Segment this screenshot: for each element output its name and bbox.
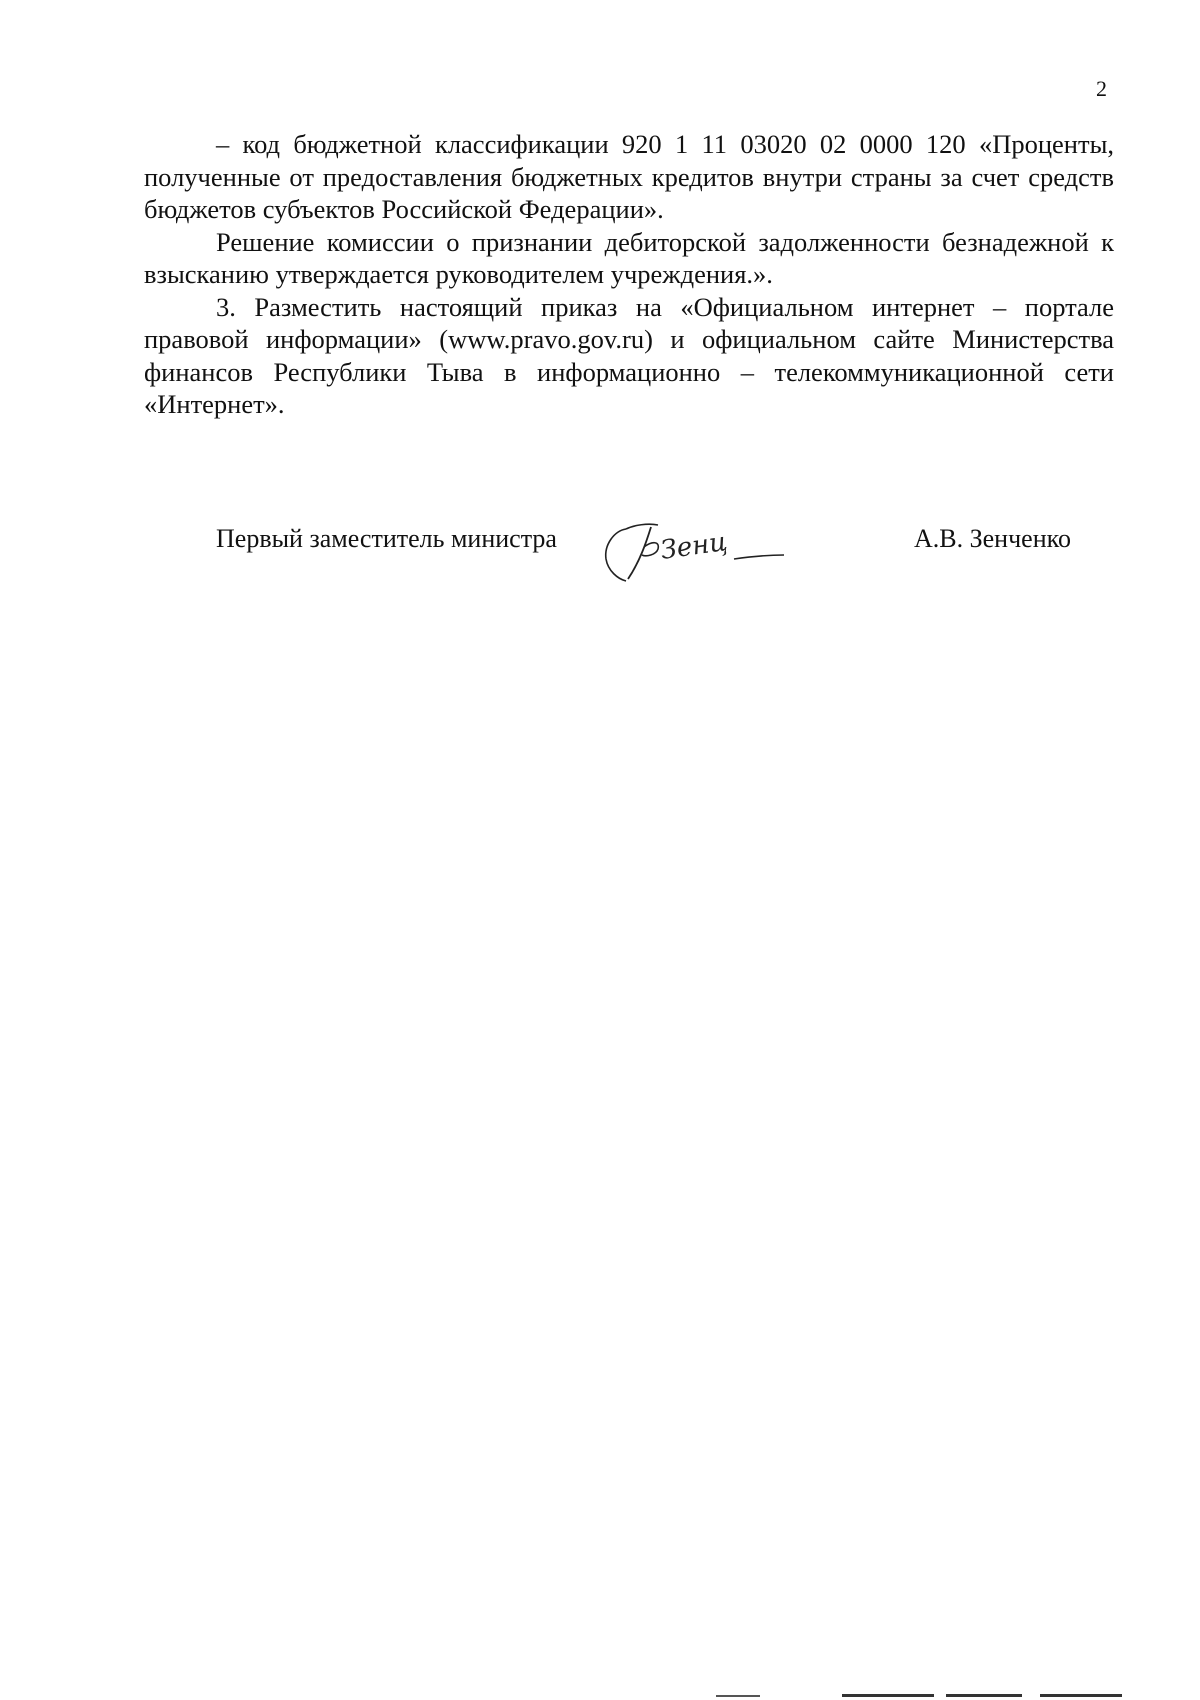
paragraph-budget-code: – код бюджетной классификации 920 1 11 03020 02 0000 120 «Проценты, полученные от предоставления бюджетных кредитов внутри страны за счет средств бюджетов субъектов Российской Федерации». bbox=[144, 129, 1114, 224]
svg-text:Зенц: Зенц bbox=[658, 526, 730, 566]
signer-name: А.В. Зенченко bbox=[914, 524, 1071, 553]
signature-block bbox=[0, 517, 1200, 597]
paragraph-publication-order: 3. Разместить настоящий приказ на «Официальном интернет – портале правовой информации» (www.pravo.gov.ru) и официальном сайте Министерства финансов Республики Тыва в информационно – телекоммуникационной сети «Интернет». bbox=[144, 291, 1114, 419]
page-number: 2 bbox=[1096, 76, 1107, 101]
signer-position: Первый заместитель министра bbox=[216, 524, 557, 553]
document-body bbox=[144, 128, 1114, 421]
handwritten-signature bbox=[596, 517, 796, 589]
scan-edge-artifact bbox=[0, 1684, 1200, 1700]
paragraph-commission-decision: Решение комиссии о признании дебиторской задолженности безнадежной к взысканию утверждается руководителем учреждения.». bbox=[144, 226, 1114, 289]
